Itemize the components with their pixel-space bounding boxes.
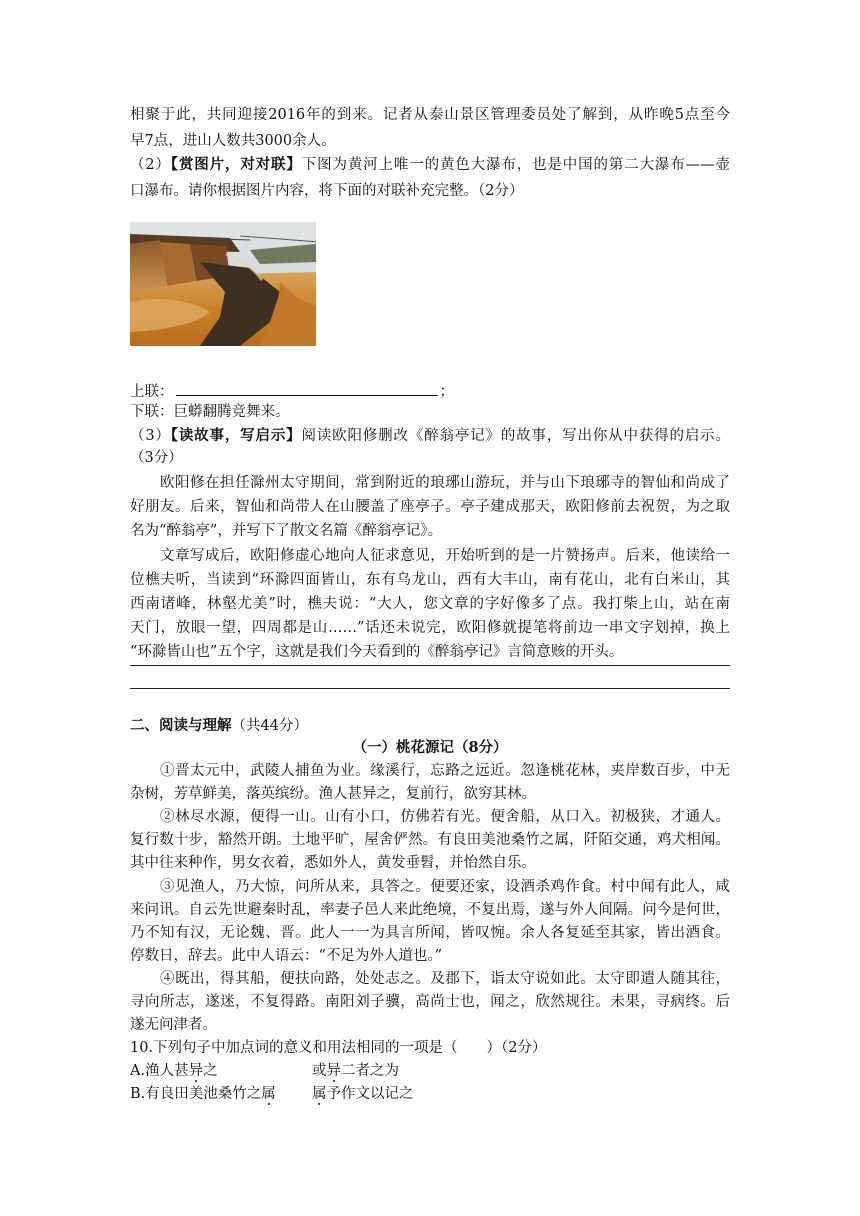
answer-line[interactable] (130, 665, 730, 666)
option-text: 或 (312, 1063, 327, 1079)
story-line: 欧阳修在担任滁州太守期间，常到附近的琅琊山游玩，并与山下琅琊寺的智仙和尚成了 (160, 475, 730, 491)
question-tag: 【读故事，写启示】 (170, 427, 302, 444)
passage-line: ①晋太元中，武陵人捕鱼为业。缘溪行，忘路之远近。忽逢桃花林，夹岸数百步，中无 (160, 763, 730, 779)
passage-line: 杂树，芳草鲜美，落英缤纷。渔人甚异之，复前行，欲穷其林。 (130, 786, 536, 802)
upper-couplet-line (130, 380, 730, 403)
option-a-right (312, 1060, 399, 1082)
text-line: 相聚于此，共同迎接2016年的到来。记者从泰山景区管理委员处了解到，从昨晚5点至今 (130, 107, 730, 123)
option-b[interactable] (130, 1083, 730, 1105)
story-line: 天门，放眼一望，四周都是山……”话还未说完，欧阳修就提笔将前边一串文字划掉，换上 (130, 620, 730, 636)
lower-couplet-line: 下联：巨蟒翻腾竞舞来。 (130, 404, 290, 420)
section-score: （共44分） (231, 718, 308, 734)
story-line: “环滁皆山也”五个字，这就是我们今天看到的《醉翁亭记》言简意赅的开头。 (130, 644, 624, 660)
upper-couplet-blank[interactable] (176, 380, 438, 396)
text-line: 早7点，进山人数共3000余人。 (130, 133, 336, 149)
passage-line: ②林尽水源，便得一山。山有小口，仿佛若有光。便舍船，从口入。初极狭，才通人。 (160, 809, 730, 825)
question-text: 阅读欧阳修删改《醉翁亭记》的故事，写出你从中获得的启示。 (301, 428, 731, 444)
passage-line: 其中往来种作，男女衣着，悉如外人，黄发垂髫，并怡然自乐。 (130, 855, 536, 871)
option-b-right (312, 1083, 414, 1105)
text-line: 口瀑布。请你根据图片内容，将下面的对联补充完整。（2分） (130, 183, 524, 199)
option-text: B.有良田美池桑竹之 (130, 1086, 262, 1102)
upper-couplet-label: 上联： (130, 384, 174, 400)
passage-title-text: （一）桃花源记（8分） (352, 739, 508, 756)
option-text: 之 (203, 1063, 218, 1079)
story-line: 位樵夫听，当读到“环滁四面皆山，东有乌龙山，西有大丰山，南有花山，北有白米山，其 (130, 572, 730, 588)
question-tag: 【赏图片，对对联】 (170, 156, 302, 173)
story-line: 文章写成后，欧阳修虚心地向人征求意见，开始听到的是一片赞扬声。后来，他读给一 (160, 548, 730, 564)
passage-line: 停数日，辞去。此中人语云：“不足为外人道也。” (130, 948, 443, 964)
question-2-heading (130, 154, 730, 176)
upper-couplet-end: ； (439, 384, 454, 400)
dotted-word: 异 (326, 1063, 341, 1079)
option-a[interactable] (130, 1060, 730, 1082)
question-number: （2） (130, 157, 171, 173)
passage-line: 寻向所志，遂迷，不复得路。南阳刘子骥，高尚士也，闻之，欣然规往。未果，寻病终。后 (130, 994, 730, 1010)
story-line: 西南诸峰，林壑尤美”时，樵夫说：“大人，您文章的字好像多了点。我打柴上山，站在南 (130, 596, 730, 612)
story-line: 好朋友。后来，智仙和尚带人在山腰盖了座亭子。亭子建成那天，欧阳修前去祝贺，为之取 (130, 499, 730, 515)
question-text: 下图为黄河上唯一的黄色大瀑布，也是中国的第二大瀑布——壶 (301, 157, 730, 173)
option-text: 二者之为 (341, 1063, 399, 1079)
story-line: 名为“醉翁亭”，并写下了散文名篇《醉翁亭记》。 (130, 523, 443, 539)
waterfall-photo (130, 222, 316, 346)
passage-line: 遂无问津者。 (130, 1017, 217, 1033)
option-text: 予作文以记之 (326, 1086, 414, 1102)
section-title: 二、阅读与理解 (130, 717, 232, 734)
waterfall-image (130, 222, 316, 346)
dotted-word: 属 (312, 1086, 327, 1102)
passage-line: 乃不知有汉，无论魏、晋。此人一一为具言所闻，皆叹惋。余人各复延至其家，皆出酒食。 (130, 925, 730, 941)
dotted-word: 异 (188, 1063, 204, 1079)
dotted-word: 属 (261, 1086, 276, 1102)
question-10: 10.下列句子中加点词的意义和用法相同的一项是（ ）（2分） (130, 1040, 547, 1056)
question-3-heading (130, 425, 730, 447)
passage-line: 来问讯。自云先世避秦时乱，率妻子邑人来此绝境，不复出焉，遂与外人间隔。问今是何世， (130, 902, 730, 918)
option-a-left (130, 1063, 218, 1079)
section-2-heading (130, 715, 730, 737)
text-line: （3分） (130, 450, 183, 466)
answer-line[interactable] (130, 688, 730, 689)
passage-line: ③见渔人，乃大惊，问所从来，具答之。便要还家，设酒杀鸡作食。村中闻有此人，咸 (160, 879, 730, 895)
option-b-left (130, 1086, 276, 1102)
passage-line: 复行数十步，豁然开朗。土地平旷，屋舍俨然。有良田美池桑竹之属，阡陌交通，鸡犬相闻。 (130, 832, 730, 848)
passage-title (130, 737, 730, 759)
passage-line: ④既出，得其船，便扶向路，处处志之。及郡下，诣太守说如此。太守即遣人随其往， (160, 971, 730, 987)
question-number: （3） (130, 428, 171, 444)
option-text: A.渔人甚 (130, 1063, 189, 1079)
